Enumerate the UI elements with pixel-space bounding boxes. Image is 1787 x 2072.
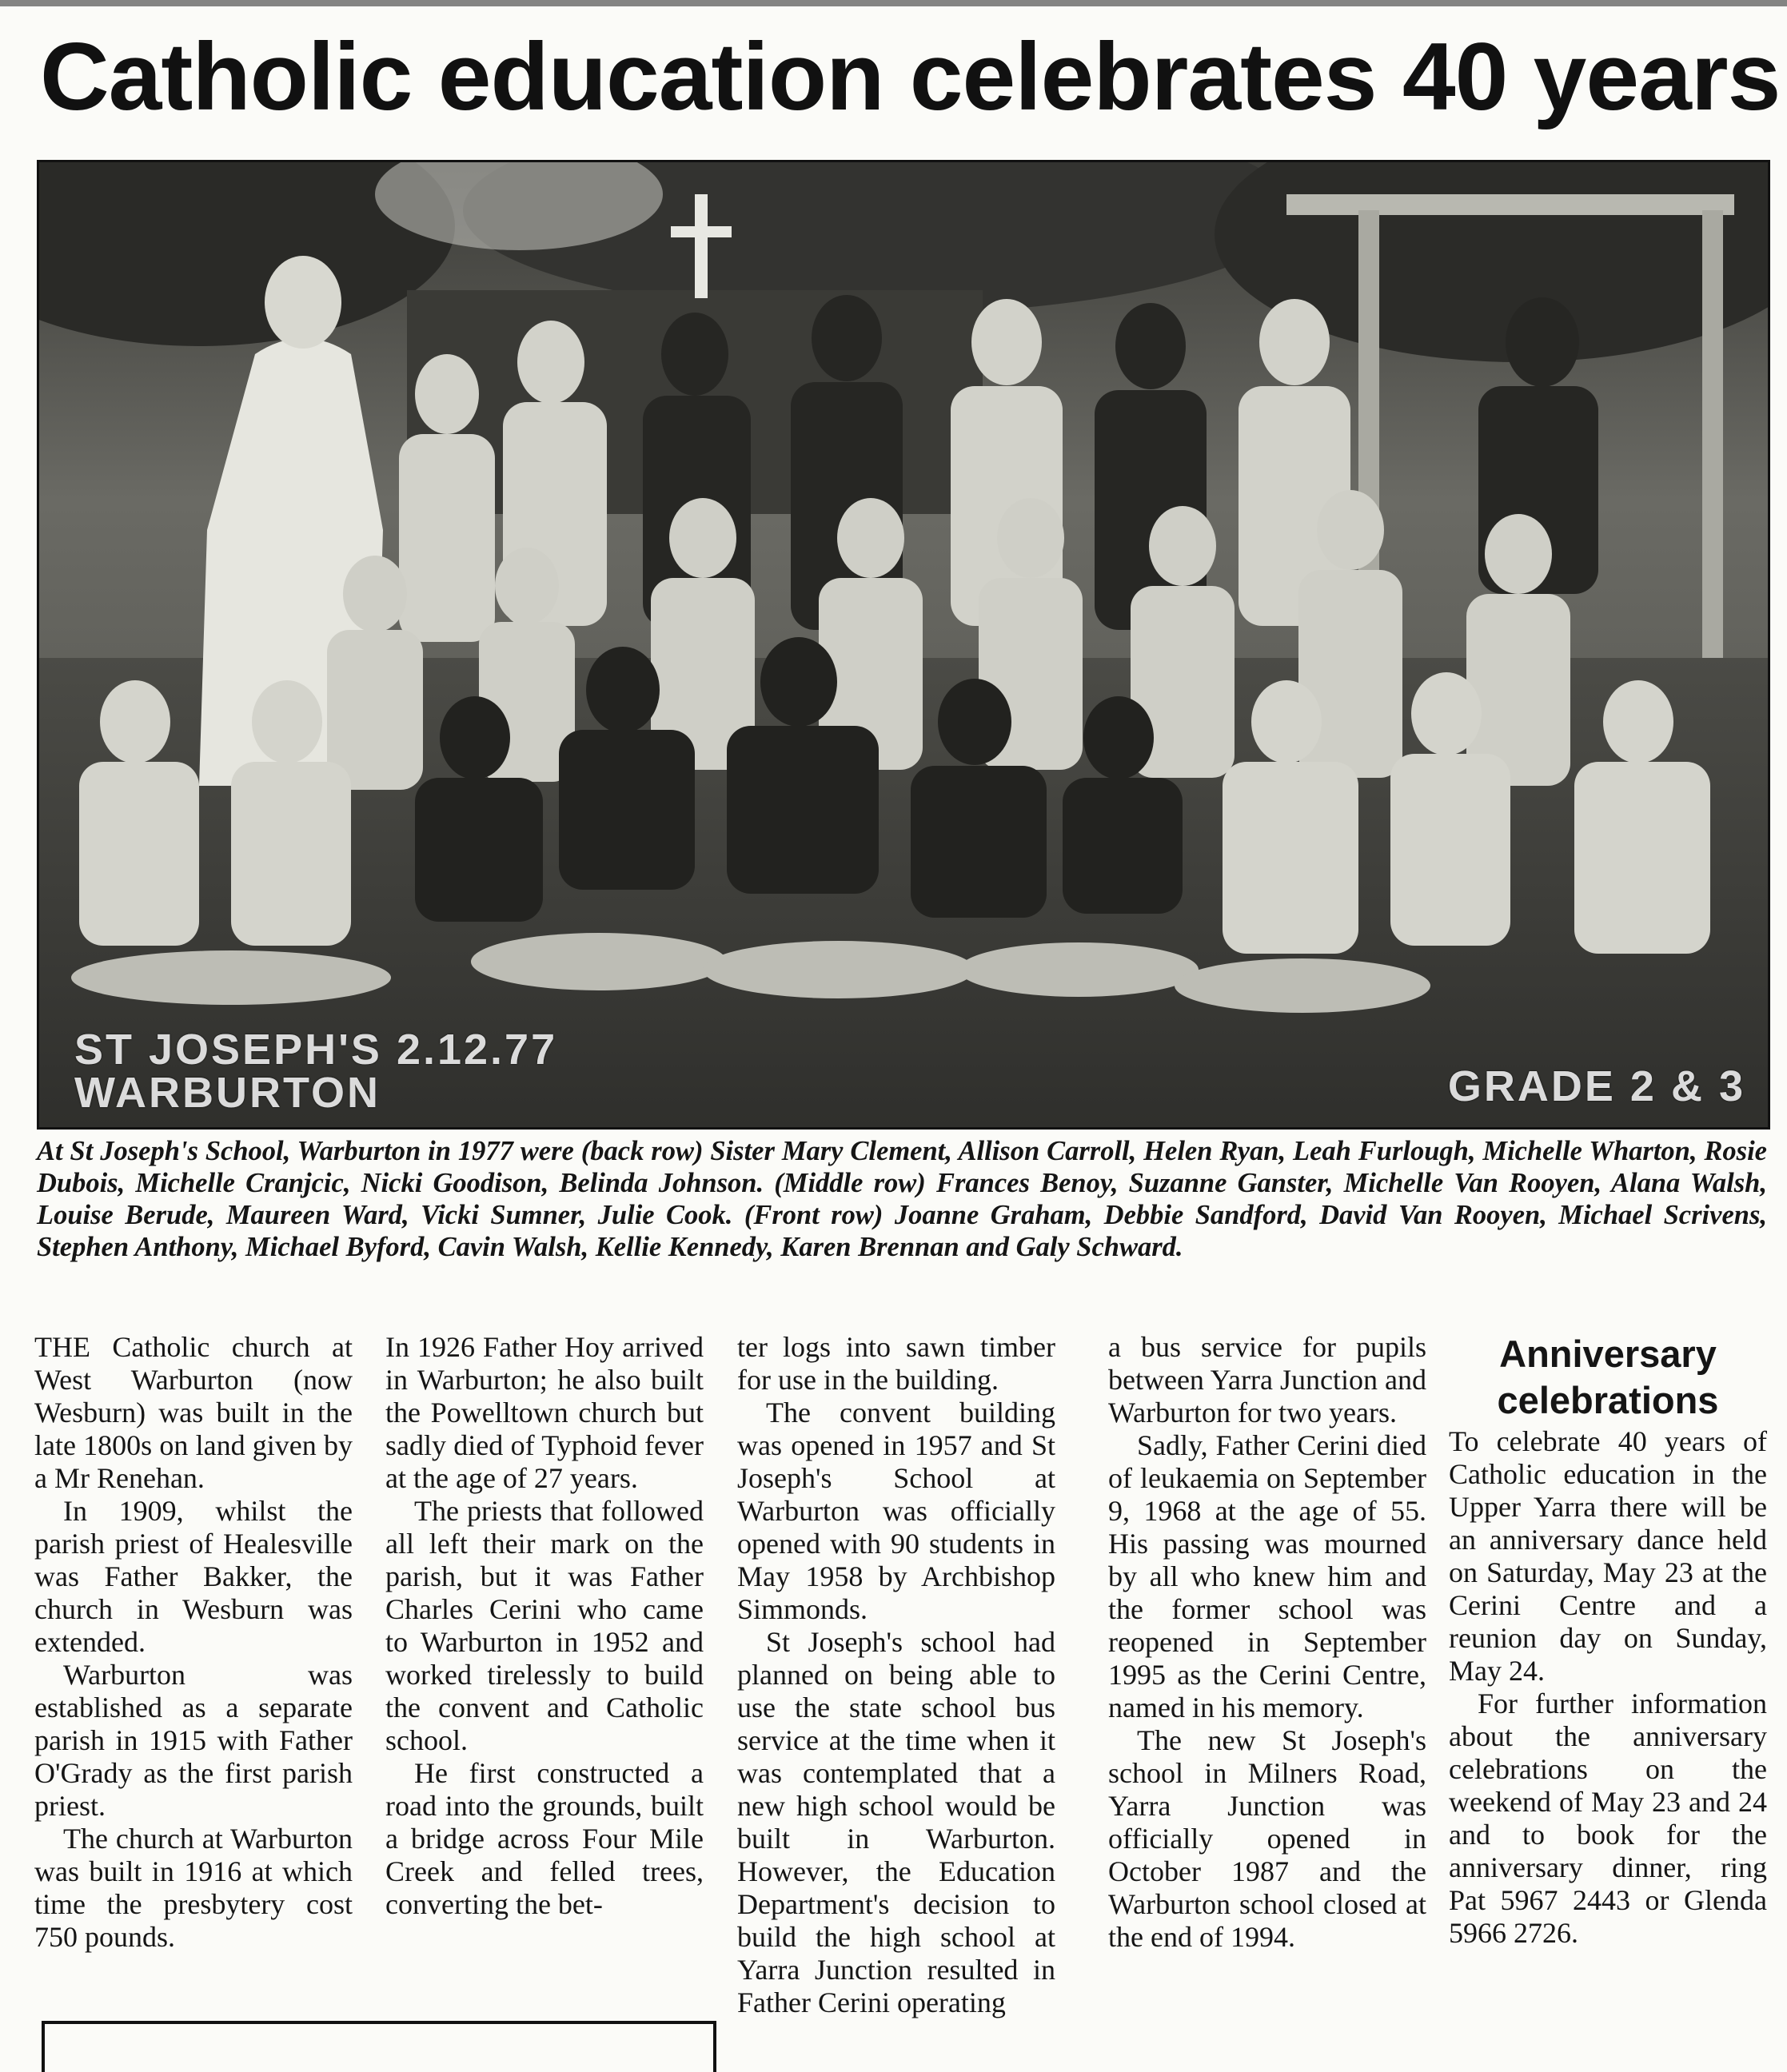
article-paragraph: Sadly, Father Cerini died of leukaemia on September 9, 1968 at the age of 55. His passing was mourned by all who knew him and the former school was reopened in September 1995 as the Cerini Centre, named in his memory. xyxy=(1108,1429,1426,1723)
article-paragraph: a bus service for pupils between Yarra Junction and Warburton for two years. xyxy=(1108,1331,1426,1428)
sidebar-heading-line-1: Anniversary xyxy=(1499,1333,1717,1375)
article-paragraph: Warburton was established as a separate parish in 1915 with Father O'Grady as the first parish priest. xyxy=(34,1659,353,1822)
class-photo-illustration xyxy=(39,162,1768,1127)
top-rule xyxy=(0,0,1787,6)
article-paragraph: In 1909, whilst the parish priest of Healesville was Father Bakker, the church in Wesburn was extended. xyxy=(34,1495,353,1658)
next-article-box xyxy=(42,2021,716,2072)
class-photo xyxy=(37,160,1770,1130)
article-column-2 xyxy=(385,1331,704,1921)
sidebar-heading-line-2: celebrations xyxy=(1497,1379,1719,1421)
sidebar-paragraph: For further information about the anniversary celebrations on the weekend of May 23 and 24 and to book for the anniversary dinner, ring Pat 5967 2443 or Glenda 5966 2726. xyxy=(1449,1687,1767,1949)
photo-mark-school: ST JOSEPH'S 2.12.77 xyxy=(74,1026,558,1074)
article-paragraph: The new St Joseph's school in Milners Road, Yarra Junction was officially opened in October 1987 and the Warburton school closed at the end of 1994. xyxy=(1108,1724,1426,1953)
article-paragraph: In 1926 Father Hoy arrived in Warburton; he also built the Powelltown church but sadly died of Typhoid fever at the age of 27 years. xyxy=(385,1331,704,1494)
photo-grade-mark: GRADE 2 & 3 xyxy=(1447,1062,1745,1110)
article-paragraph: THE Catholic church at West Warburton (now Wesburn) was built in the late 1800s on land given by a Mr Renehan. xyxy=(34,1331,353,1494)
article-column-4 xyxy=(1108,1331,1426,1954)
article-paragraph: He first constructed a road into the grounds, built a bridge across Four Mile Creek and felled trees, converting the bet- xyxy=(385,1757,704,1920)
article-paragraph: The church at Warburton was built in 1916 at which time the presbytery cost 750 pounds. xyxy=(34,1823,353,1953)
article-paragraph: ter logs into sawn timber for use in the building. xyxy=(737,1331,1055,1396)
anniversary-sidebar xyxy=(1449,1331,1767,1950)
photo-caption: At St Joseph's School, Warburton in 1977 were (back row) Sister Mary Clement, Allison Carroll, Helen Ryan, Leah Furlough, Michelle Wharton, Rosie Dubois, Michelle Cranjcic, Nicki Goodison, Belinda Johnson. (Middle row) Frances Benoy, Suzanne Ganster, Michelle Van Rooyen, Alana Walsh, Louise Berude, Maureen Ward, Vicki Sumner, Julie Cook. (Front row) Joanne Graham, Debbie Sandford, David Van Rooyen, Michael Scrivens, Stephen Anthony, Michael Byford, Cavin Walsh, Kellie Kennedy, Karen Brennan and Galy Schward. xyxy=(37,1136,1767,1262)
photo-date-mark xyxy=(74,1026,558,1117)
article-paragraph: The priests that followed all left their mark on the parish, but it was Father Charles Cerini who came to Warburton in 1952 and worked tirelessly to build the convent and Catholic school. xyxy=(385,1495,704,1756)
article-column-3 xyxy=(737,1331,1055,2019)
sidebar-paragraph: To celebrate 40 years of Catholic education in the Upper Yarra there will be an anniversary dance held on Saturday, May 23 at the Cerini Centre and a reunion day on Sunday, May 24. xyxy=(1449,1425,1767,1687)
article-paragraph: The convent building was opened in 1957 and St Joseph's School at Warburton was officially opened with 90 students in May 1958 by Archbishop Simmonds. xyxy=(737,1397,1055,1625)
photo-mark-town: WARBURTON xyxy=(74,1069,381,1117)
headline: Catholic education celebrates 40 years xyxy=(40,23,1781,130)
sidebar-heading xyxy=(1449,1331,1767,1424)
article-paragraph: St Joseph's school had planned on being able to use the state school bus service at the time when it was contemplated that a new high school would be built in Warburton. However, the Education Department's decision to build the high school at Yarra Junction resulted in Father Cerini operating xyxy=(737,1626,1055,2018)
article-column-1 xyxy=(34,1331,353,1954)
